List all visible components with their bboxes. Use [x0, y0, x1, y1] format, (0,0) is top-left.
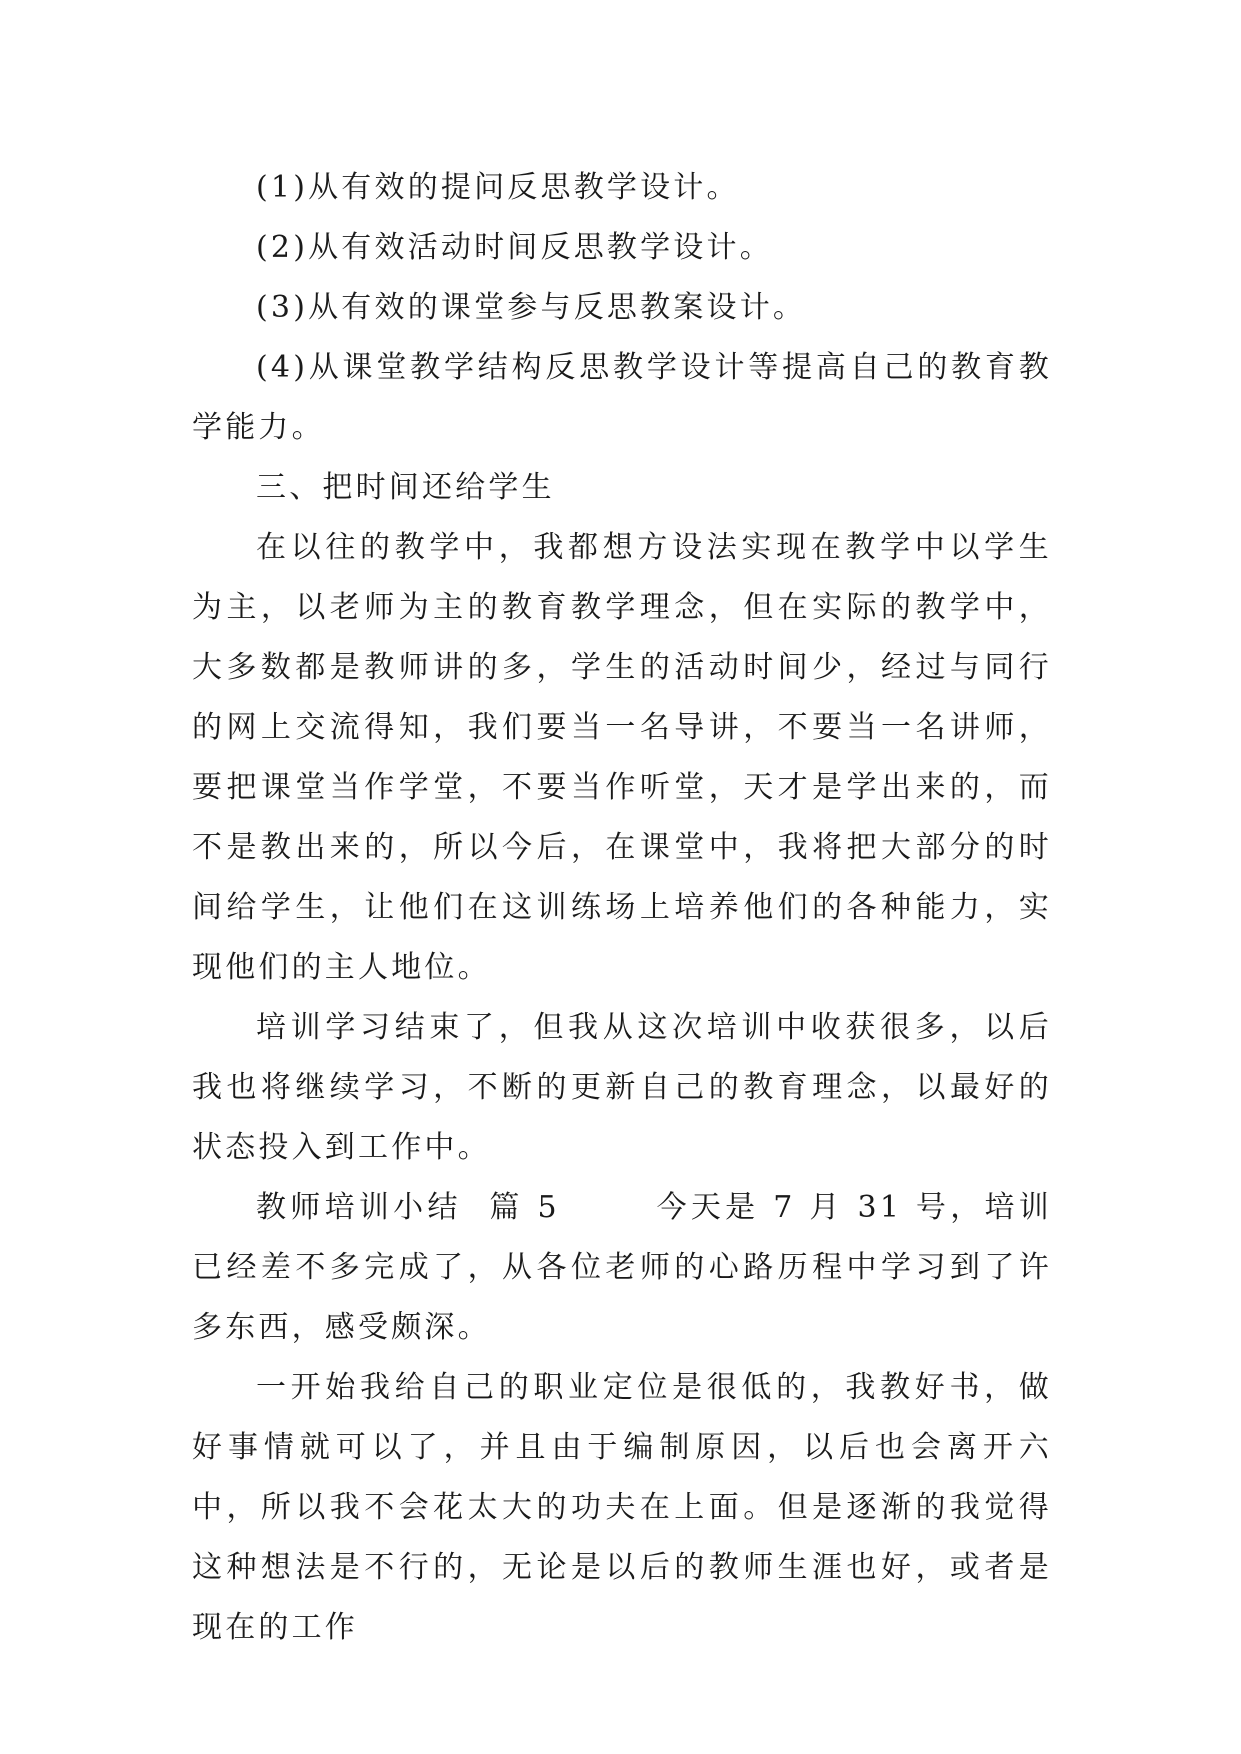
paragraph-section-title-5: 教师培训小结 篇 5 今天是 7 月 31 号，培训已经差不多完成了，从各位老师的心路历程中学习到了许多东西，感受颇深。: [192, 1190, 1052, 1345]
paragraph-item-2: (2)从有效活动时间反思教学设计。: [256, 230, 773, 265]
document-body: [192, 158, 1052, 1658]
paragraph-body-3: 一开始我给自己的职业定位是很低的，我教好书，做好事情就可以了，并且由于编制原因，以后也会离开六中，所以我不会花太大的功夫在上面。但是逐渐的我觉得这种想法是不行的，无论是以后的教师生涯也好，或者是现在的工作: [192, 1370, 1052, 1645]
paragraph-item-1: (1)从有效的提问反思教学设计。: [256, 170, 740, 205]
paragraph-item-4: (4)从课堂教学结构反思教学设计等提高自己的教育教学能力。: [192, 350, 1052, 445]
paragraph-body-1: 在以往的教学中，我都想方设法实现在教学中以学生为主，以老师为主的教育教学理念，但在实际的教学中，大多数都是教师讲的多，学生的活动时间少，经过与同行的网上交流得知，我们要当一名导讲，不要当一名讲师，要把课堂当作学堂，不要当作听堂，天才是学出来的，而不是教出来的，所以今后，在课堂中，我将把大部分的时间给学生，让他们在这训练场上培养他们的各种能力，实现他们的主人地位。: [192, 530, 1052, 985]
paragraph-item-3: (3)从有效的课堂参与反思教案设计。: [256, 290, 807, 325]
paragraph-body-2: 培训学习结束了，但我从这次培训中收获很多，以后我也将继续学习，不断的更新自己的教育理念，以最好的状态投入到工作中。: [192, 1010, 1052, 1165]
section-heading: 三、把时间还给学生: [256, 470, 555, 505]
